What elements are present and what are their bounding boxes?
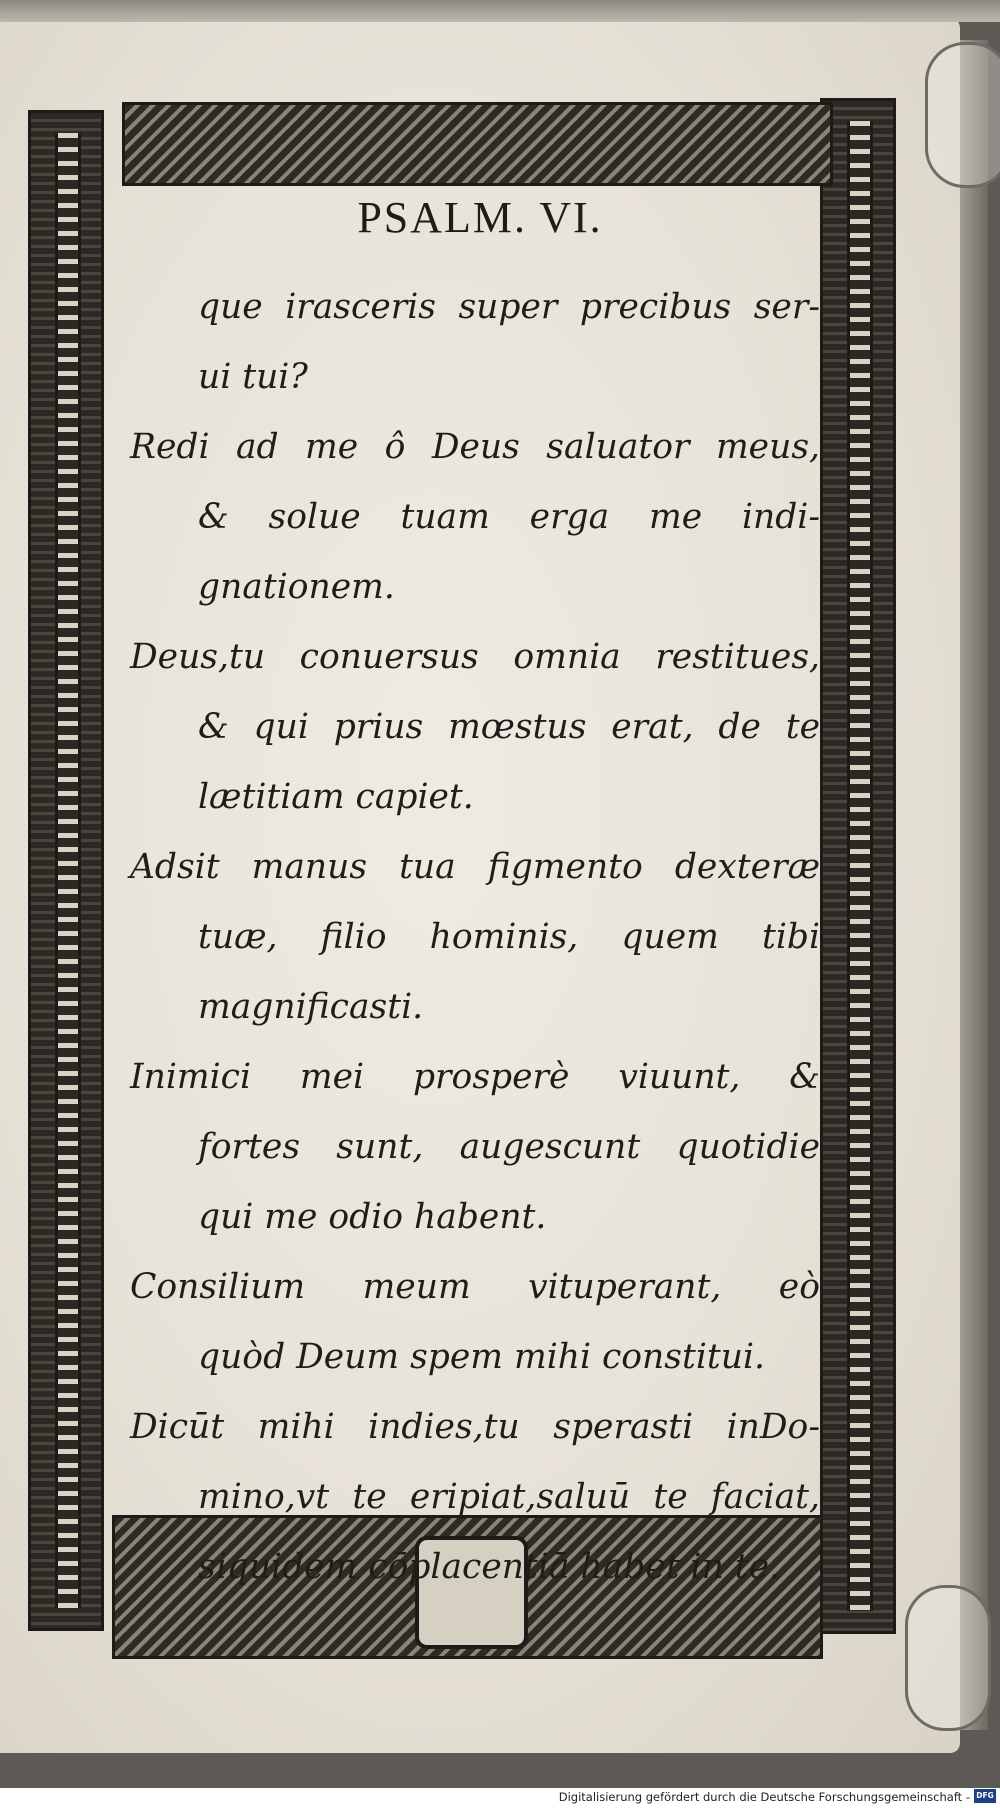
verse-line: Deus,tu conuersus omnia restitues, <box>130 637 820 677</box>
column-beading-right <box>847 121 873 1611</box>
verse-line: siquidem cōplacentiā habet in te. <box>198 1547 781 1587</box>
verse-line: gnationem. <box>198 567 395 607</box>
verse-line: Adsit manus tua figmento dexteræ <box>130 847 820 887</box>
verse <box>130 272 820 412</box>
ornamental-column-left <box>28 110 104 1631</box>
ornamental-band-top <box>122 102 833 186</box>
verse-line: tuæ, filio hominis, quem tibi <box>198 917 820 957</box>
footer-credit: Digitalisierung gefördert durch die Deutsche Forschungsgemeinschaft - <box>558 1790 970 1804</box>
verse-line: mino,vt te eripiat,saluū te faciat, <box>198 1477 820 1517</box>
verse-line: & qui prius mœstus erat, de te <box>198 707 820 747</box>
verse <box>130 412 820 622</box>
verse <box>130 832 820 1042</box>
psalm-heading: PSALM. VI. <box>357 193 603 242</box>
verse-line: Dicūt mihi indies,tu sperasti inDo- <box>130 1407 820 1447</box>
page-clip-top <box>925 42 1000 188</box>
psalm-text <box>130 272 820 1602</box>
verse-line: Inimici mei prosperè viuunt, & <box>130 1057 820 1097</box>
verse <box>130 1252 820 1392</box>
verse-line: qui me odio habent. <box>198 1197 547 1237</box>
top-edge <box>0 0 1000 22</box>
verse-line: Consilium meum vituperant, eò <box>130 1267 820 1307</box>
verse-line: lætitiam capiet. <box>198 777 474 817</box>
verse <box>130 622 820 832</box>
verse-line: que irasceris super precibus ser- <box>198 287 820 327</box>
verse <box>130 1042 820 1252</box>
verse-line: Redi ad me ô Deus saluator meus, <box>130 427 820 467</box>
verse <box>130 1392 820 1602</box>
dfg-logo: DFG <box>974 1789 996 1803</box>
verse-line: fortes sunt, augescunt quotidie <box>198 1127 820 1167</box>
verse-line: quòd Deum spem mihi constitui. <box>198 1337 765 1377</box>
verse-line: magnificasti. <box>198 987 424 1027</box>
column-beading-left <box>55 133 81 1608</box>
ornamental-column-right <box>820 98 896 1634</box>
verse-line: & solue tuam erga me indi- <box>198 497 820 537</box>
page-clip-bottom <box>905 1585 991 1731</box>
verse-line: ui tui? <box>198 357 308 397</box>
